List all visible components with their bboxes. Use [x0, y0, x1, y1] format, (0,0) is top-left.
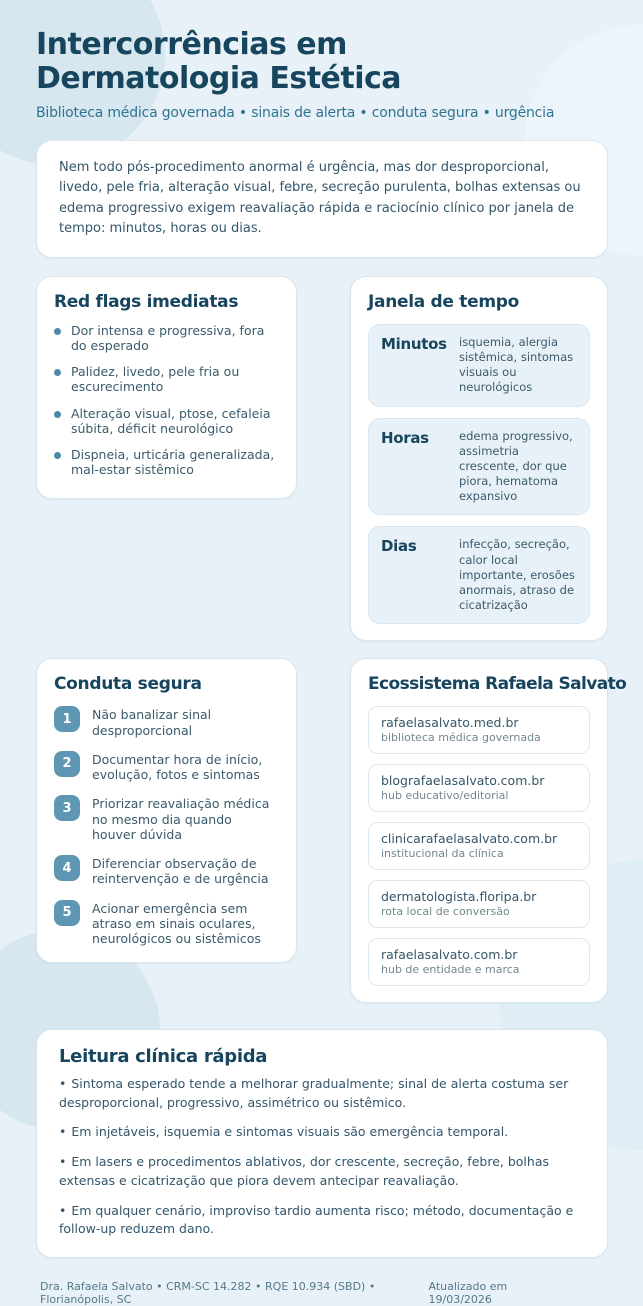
time-window-title: Janela de tempo: [368, 291, 519, 312]
time-window-row-days: [368, 526, 590, 624]
list-item: [54, 365, 279, 395]
safe-conduct-title: Conduta segura: [54, 674, 202, 695]
ecosystem-link-desc: hub educativo/editorial: [381, 788, 509, 802]
ecosystem-link-blog[interactable]: [368, 764, 590, 812]
red-flags-title: Red flags imediatas: [54, 291, 239, 312]
bullet-dot-icon: [54, 411, 61, 418]
quick-read-card: [36, 1029, 608, 1258]
bullet-dot-icon: [54, 452, 61, 459]
time-window-desc: edema progressivo, assimetria crescente, dor que piora, hematoma expansivo: [459, 428, 573, 504]
step-number-badge: 5: [54, 900, 80, 926]
ecosystem-link-desc: rota local de conversão: [381, 904, 510, 918]
red-flags-card: [36, 276, 297, 499]
step-text: Acionar emergência sem atraso em sinais oculares, neurológicos ou sistêmicos: [92, 900, 261, 947]
step-text: Priorizar reavaliação médica no mesmo dia quando houver dúvida: [92, 796, 270, 842]
ecosystem-link-domain: blografaelasalvato.com.br: [381, 773, 545, 789]
time-window-label: Minutos: [381, 334, 447, 353]
ecosystem-link-desc: biblioteca médica governada: [381, 730, 541, 744]
intro-card: [36, 140, 608, 258]
cards-grid: [36, 276, 627, 1003]
intro-text: Nem todo pós-procedimento anormal é urgência, mas dor desproporcional, livedo, pele fria, alteração visual, febre, secreção purulenta, bolhas extensas ou edema progressivo exigem reavaliação rápida e raciocínio clínico por janela de tempo: minutos, horas ou dias.: [59, 159, 581, 237]
ecosystem-link-clinica[interactable]: [368, 822, 590, 870]
list-item: [54, 407, 279, 437]
list-item: [54, 900, 279, 947]
ecosystem-link-domain: dermatologista.floripa.br: [381, 889, 537, 905]
list-item: [54, 324, 279, 354]
time-window-label: Dias: [381, 537, 417, 556]
step-text: Não banalizar sinal desproporcional: [92, 707, 212, 738]
footer-credentials: Dra. Rafaela Salvato • CRM-SC 14.282 • RQE 10.934 (SBD) • Florianópolis, SC: [40, 1280, 376, 1306]
safe-conduct-card: [36, 658, 297, 963]
quick-read-text: Em injetáveis, isquemia e sintomas visuais são emergência temporal.: [71, 1124, 509, 1140]
ecosystem-link-root[interactable]: [368, 938, 590, 986]
ecosystem-link-med[interactable]: [368, 706, 590, 754]
bullet-dot-icon: [54, 328, 61, 335]
quick-read-text: Em lasers e procedimentos ablativos, dor crescente, secreção, febre, bolhas extensas e cicatrização que piora devem antecipar reavaliação.: [59, 1154, 549, 1188]
ecosystem-link-desc: institucional da clínica: [381, 846, 504, 860]
footer-updated-date: Atualizado em 19/03/2026: [428, 1280, 508, 1306]
page-title-line2: Dermatologia Estética: [36, 60, 402, 96]
bullet-icon: •: [59, 1124, 67, 1140]
step-text: Diferenciar observação de reintervenção e de urgência: [92, 856, 269, 887]
step-text: Documentar hora de início, evolução, fotos e sintomas: [92, 751, 263, 783]
ecosystem-title: Ecossistema Rafaela Salvato: [368, 674, 627, 695]
step-number-badge: 3: [54, 795, 80, 821]
bullet-dot-icon: [54, 369, 61, 376]
ecosystem-link-domain: clinicarafaelasalvato.com.br: [381, 831, 558, 847]
footer: [36, 1280, 608, 1306]
time-window-row-minutes: [368, 324, 590, 407]
red-flag-text: Alteração visual, ptose, cefaleia súbita, déficit neurológico: [71, 405, 271, 436]
list-item: [59, 1153, 585, 1191]
time-window-label: Horas: [381, 428, 429, 447]
list-item: [54, 706, 279, 738]
bullet-icon: •: [59, 1075, 67, 1091]
ecosystem-link-domain: rafaelasalvato.med.br: [381, 715, 519, 731]
list-item: [54, 751, 279, 783]
step-number-badge: 2: [54, 751, 80, 777]
quick-read-title: Leitura clínica rápida: [59, 1045, 268, 1067]
page-title-line1: Intercorrências em: [36, 27, 347, 62]
bullet-icon: •: [59, 1202, 67, 1218]
step-number-badge: 1: [54, 706, 80, 732]
list-item: [54, 795, 279, 842]
bullet-icon: •: [59, 1154, 67, 1170]
red-flag-text: Palidez, livedo, pele fria ou escurecimento: [71, 364, 240, 395]
quick-read-text: Em qualquer cenário, improviso tardio aumenta risco; método, documentação e follow-up reduzem dano.: [59, 1202, 574, 1237]
page-title: [36, 28, 608, 96]
page-subtitle: Biblioteca médica governada • sinais de alerta • conduta segura • urgência: [36, 104, 555, 121]
list-item: [59, 1123, 585, 1142]
time-window-card: [350, 276, 608, 641]
list-item: [59, 1075, 585, 1113]
quick-read-text: Sintoma esperado tende a melhorar gradualmente; sinal de alerta costuma ser desproporcional, progressivo, assimétrico ou sistêmico.: [59, 1075, 569, 1110]
ecosystem-card: [350, 658, 627, 1003]
step-number-badge: 4: [54, 855, 80, 881]
ecosystem-link-dermatologista[interactable]: [368, 880, 590, 928]
time-window-desc: isquemia, alergia sistêmica, sintomas visuais ou neurológicos: [459, 334, 574, 395]
red-flag-text: Dispneia, urticária generalizada, mal-estar sistêmico: [71, 447, 275, 478]
time-window-row-hours: [368, 418, 590, 516]
ecosystem-link-domain: rafaelasalvato.com.br: [381, 947, 518, 962]
red-flag-text: Dor intensa e progressiva, fora do esperado: [71, 322, 265, 353]
list-item: [59, 1202, 585, 1240]
time-window-desc: infecção, secreção, calor local importante, erosões anormais, atraso de cicatrização: [459, 537, 575, 613]
list-item: [54, 855, 279, 887]
ecosystem-link-desc: hub de entidade e marca: [381, 962, 520, 976]
list-item: [54, 448, 279, 478]
